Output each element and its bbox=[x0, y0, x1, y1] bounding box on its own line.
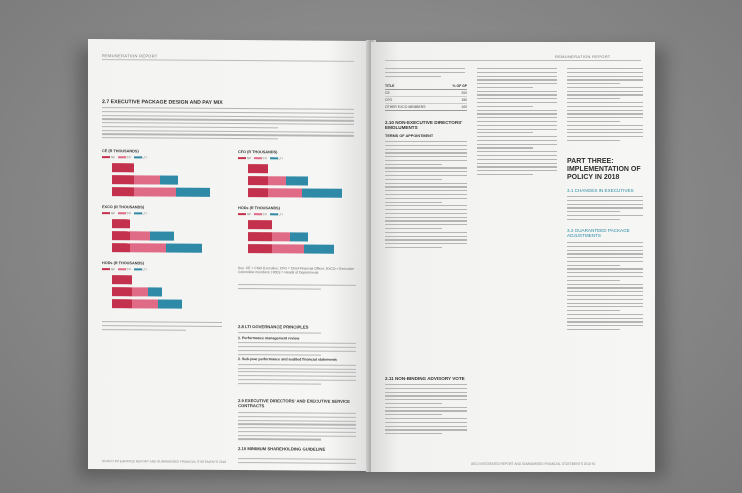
table-cell-value: 200 bbox=[461, 91, 467, 95]
bar-hods2-2-sti bbox=[132, 287, 148, 296]
changes-text bbox=[567, 196, 643, 222]
shareholding-heading: 2.10 MINIMUM SHAREHOLDING GUIDELINE bbox=[238, 446, 326, 452]
bar-hods2-3-lti bbox=[158, 300, 182, 309]
chart-label-ce: CE (R THOUSANDS) bbox=[102, 149, 139, 154]
bar-cfo-3-sti bbox=[268, 188, 302, 197]
shareholding-text bbox=[238, 458, 356, 466]
chart-legend-hods-2 bbox=[102, 267, 147, 271]
bar-exco-1-gp bbox=[112, 219, 130, 228]
bar-hods-3-sti bbox=[272, 244, 304, 253]
bar-hods-3-gp bbox=[248, 244, 272, 253]
chart-legend-exco bbox=[102, 211, 147, 215]
col1-top-text bbox=[385, 68, 465, 79]
bar-hods2-3-sti bbox=[132, 299, 158, 308]
header-rule bbox=[102, 59, 354, 62]
legend-sti: STI bbox=[126, 155, 132, 160]
emoluments-table bbox=[385, 84, 467, 111]
bar-exco-3-lti bbox=[166, 244, 202, 253]
right-page bbox=[371, 42, 655, 472]
table-cell-title: CE bbox=[385, 91, 390, 95]
advisory-vote-heading: 2.11 NON-BINDING ADVISORY VOTE bbox=[385, 376, 465, 381]
bar-hods-2-lti bbox=[290, 232, 308, 241]
key-body bbox=[238, 284, 356, 292]
bar-exco-3-gp bbox=[112, 243, 130, 252]
chart-label-exco: EXCO (R THOUSANDS) bbox=[102, 205, 145, 210]
guaranteed-text bbox=[567, 242, 643, 333]
table-row bbox=[385, 97, 467, 104]
bar-hods-2-sti bbox=[272, 232, 290, 241]
legend-gp: GP bbox=[110, 211, 116, 216]
legend-gp: GP bbox=[110, 267, 116, 272]
table-header-title: TITLE bbox=[385, 84, 395, 88]
table-row bbox=[385, 90, 467, 97]
bar-exco-2-gp bbox=[112, 231, 130, 240]
legend-sti: STI bbox=[126, 267, 132, 272]
bar-cfo-3-lti bbox=[302, 189, 342, 198]
col3-top-text bbox=[567, 68, 643, 144]
left-page bbox=[88, 39, 370, 471]
bar-cfo-2-lti bbox=[286, 176, 308, 185]
legend-sti: STI bbox=[126, 211, 132, 216]
legend-lti: LTI bbox=[142, 211, 147, 216]
table-header-pct: % OF GP bbox=[452, 84, 467, 88]
guaranteed-package-heading: 3.2 GUARANTEED PACKAGE ADJUSTMENTS bbox=[567, 228, 630, 239]
chart-label-hods-2: HODs (R THOUSANDS) bbox=[102, 261, 144, 266]
chart-legend-ce bbox=[102, 155, 147, 159]
left-page-header: REMUNERATION REPORT bbox=[102, 53, 158, 59]
table-cell-value: 100 bbox=[461, 105, 467, 109]
table-cell-title: OTHER EXCO MEMBERS bbox=[385, 105, 426, 109]
service-contracts-text bbox=[238, 412, 356, 443]
bar-cfo-2-sti bbox=[268, 176, 286, 185]
bar-ce-1-gp bbox=[112, 163, 134, 172]
col2-text bbox=[477, 68, 557, 178]
bar-hods-3-lti bbox=[304, 245, 334, 254]
terms-subheading: TERMS OF APPOINTMENT bbox=[385, 134, 434, 138]
bar-ce-2-lti bbox=[160, 176, 178, 185]
governance-item-1: 1. Performance management review bbox=[238, 335, 300, 341]
chart-label-hods: HODs (R THOUSANDS) bbox=[238, 206, 280, 211]
bar-exco-2-sti bbox=[130, 231, 150, 240]
advisory-text bbox=[385, 384, 467, 437]
table-row bbox=[385, 104, 467, 111]
governance-item-2: 2. Sub-year performance and audited financial statements bbox=[238, 357, 337, 363]
header-rule bbox=[385, 60, 641, 61]
legend-lti: LTI bbox=[142, 155, 147, 160]
table-cell-title: CFO bbox=[385, 98, 393, 102]
chart-key: Key: CE = Chief Executive; CFO = Chief Financial Officer; EXCO = Executive Committee members; HODs = Heads of Departments bbox=[238, 266, 355, 276]
bar-cfo-1-gp bbox=[248, 164, 268, 173]
table-cell-value: 150 bbox=[461, 98, 467, 102]
legend-lti: LTI bbox=[278, 212, 283, 217]
bar-hods-2-gp bbox=[248, 232, 272, 241]
section-heading: 2.7 EXECUTIVE PACKAGE DESIGN AND PAY MIX bbox=[102, 99, 223, 106]
ned-text bbox=[385, 141, 467, 251]
intro-text bbox=[102, 107, 354, 143]
legend-gp: GP bbox=[110, 155, 116, 160]
governance-text bbox=[238, 332, 356, 387]
legend-gp: GP bbox=[246, 212, 252, 217]
part-three-title: PART THREE: IMPLEMENTATION OF POLICY IN 2018 bbox=[567, 158, 641, 181]
ned-emoluments-heading: 2.10 NON-EXECUTIVE DIRECTORS' EMOLUMENTS bbox=[385, 120, 463, 131]
bar-ce-2-sti bbox=[134, 175, 160, 184]
bar-hods-1-gp bbox=[248, 220, 272, 229]
bar-hods2-2-gp bbox=[112, 287, 132, 296]
left-page-footer: 90 AECI INTEGRATED REPORT AND SUMMARISED FINANCIAL STATEMENTS 2018 bbox=[102, 459, 227, 464]
legend-sti: STI bbox=[262, 156, 268, 161]
service-contracts-heading: 2.9 EXECUTIVE DIRECTORS' AND EXECUTIVE SERVICE CONTRACTS bbox=[238, 398, 350, 409]
bar-cfo-3-gp bbox=[248, 188, 268, 197]
bar-cfo-2-gp bbox=[248, 176, 268, 185]
right-page-header: REMUNERATION REPORT bbox=[555, 54, 611, 59]
chart-legend-cfo bbox=[238, 156, 283, 160]
chart-legend-hods bbox=[238, 212, 283, 216]
changes-in-executives-heading: 3.1 CHANGES IN EXECUTIVES bbox=[567, 188, 634, 193]
legend-gp: GP bbox=[246, 156, 252, 161]
bar-ce-3-sti bbox=[134, 187, 176, 196]
bar-ce-3-lti bbox=[176, 188, 210, 197]
legend-lti: LTI bbox=[278, 156, 283, 161]
bar-exco-2-lti bbox=[150, 231, 174, 240]
chart-label-cfo: CFO (R THOUSANDS) bbox=[238, 150, 278, 155]
bar-hods2-3-gp bbox=[112, 299, 132, 308]
bar-hods2-1-gp bbox=[112, 275, 132, 284]
bar-hods2-2-lti bbox=[148, 287, 162, 296]
bar-ce-3-gp bbox=[112, 187, 134, 196]
right-page-footer: AECI INTEGRATED REPORT AND SUMMARISED FINANCIAL STATEMENTS 2018 91 bbox=[471, 462, 596, 466]
legend-lti: LTI bbox=[142, 267, 147, 272]
bar-ce-2-gp bbox=[112, 175, 134, 184]
bar-exco-3-sti bbox=[130, 243, 166, 252]
lower-left-col bbox=[102, 321, 222, 333]
governance-heading: 2.8 LTI GOVERNANCE PRINCIPLES bbox=[238, 324, 309, 330]
legend-sti: STI bbox=[262, 212, 268, 217]
